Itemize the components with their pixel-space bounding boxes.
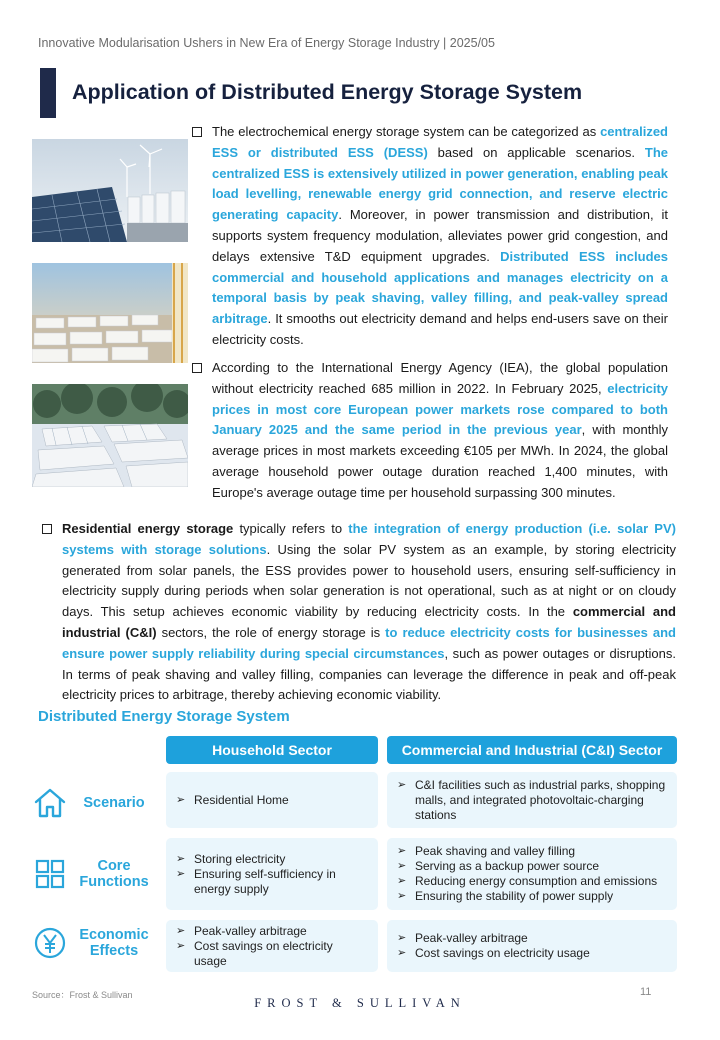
cell-ci-economic: [387, 920, 677, 972]
text: The electrochemical energy storage system can be categorized as: [212, 124, 601, 139]
list-item: ➢ Serving as a backup power source: [397, 859, 667, 874]
list-item: ➢ Peak-valley arbitrage: [176, 924, 368, 939]
list-item: ➢ Cost savings on electricity usage: [176, 939, 368, 969]
text: typically refers to: [233, 521, 349, 536]
row-label-economic-effects: Economic Effects: [32, 922, 160, 964]
list-item: ➢ Cost savings on electricity usage: [397, 946, 667, 961]
bullet-iea-electricity: [192, 358, 668, 504]
bullet-ess-categories: [192, 122, 668, 351]
cell-ci-functions: [387, 838, 677, 910]
text: . Using the solar PV system as an example, by storing electricity generated from solar panels, the ESS provides power to household users, ensuring self-sufficiency in electricity supply during periods when solar generation is not operational, such as at night or on cloudy days. This setup achieves economic viability by reducing electricity costs. In the: [62, 541, 676, 620]
bullet-square: [42, 524, 52, 534]
house-icon: [32, 785, 68, 821]
text: based on applicable scenarios.: [427, 144, 645, 160]
page-number: 11: [640, 986, 652, 998]
highlight: electricity prices in most core European power markets rose compared to both January 2025 and the same period in the previous year: [212, 380, 668, 438]
cell-household-economic: [166, 920, 378, 972]
text: , such as power outages or disruptions. In terms of peak shaving and valley filling, companies can leverage the difference in peak and off-peak electricity prices to arbitrage, thereby achieving economic viability.: [62, 645, 676, 703]
highlight: the integration of energy production (i.e. solar PV) systems with storage solutions: [62, 521, 676, 557]
text: . Moreover, in power transmission and distribution, it supports system frequency modulation, alleviates power grid congestion, and delays extensive T&D equipment upgrades.: [212, 207, 668, 264]
storage-plant-photo: [32, 263, 188, 363]
list-item: ➢ Peak-valley arbitrage: [397, 931, 667, 946]
cell-household-scenario: [166, 772, 378, 828]
column-header-household: Household Sector: [166, 736, 378, 764]
page-title: Application of Distributed Energy Storage System: [72, 80, 583, 104]
bold-text: commercial and industrial (C&I): [62, 604, 676, 640]
source-note: Source：Frost & Sullivan: [32, 990, 133, 1000]
list-item: ➢ C&I facilities such as industrial parks, shopping malls, and integrated photovoltaic-charging stations: [397, 778, 667, 823]
list-item: ➢ Ensuring self-sufficiency in energy supply: [176, 867, 368, 897]
bullet-residential-storage: [42, 519, 676, 706]
bold-text: Residential energy storage: [62, 521, 234, 536]
title-accent-bar: [40, 68, 56, 118]
list-item: ➢ Reducing energy consumption and emissions: [397, 874, 667, 889]
yen-icon: [32, 925, 68, 961]
text: According to the International Energy Agency (IEA), the global population without electricity reached 685 million in 2022. In February 2025,: [212, 360, 668, 396]
text: sectors, the role of energy storage is: [156, 624, 386, 640]
grid-icon: [32, 856, 68, 892]
column-header-ci: Commercial and Industrial (C&I) Sector: [387, 736, 677, 764]
container-yard-photo: [32, 384, 188, 487]
cell-ci-scenario: [387, 772, 677, 828]
highlight: The centralized ESS is extensively utilized in power generation, enabling peak load levelling, renewable energy grid connection, and reserve electric generating capacity: [212, 144, 668, 223]
frost-sullivan-logo: FROST & SULLIVAN: [254, 996, 466, 1010]
bullet-square: [192, 363, 202, 373]
list-item: ➢ Peak shaving and valley filling: [397, 844, 667, 859]
highlight: to reduce electricity costs for businesses and ensure power supply reliability during special circumstances: [62, 624, 676, 661]
text: , with monthly average prices in most markets exceeding €105 per MWh. In 2024, the global average household power outage duration reached 1,400 minutes, with Europe's average outage time per household surpassing 300 minutes.: [212, 422, 668, 500]
solar-wind-storage-photo: [32, 139, 188, 242]
row-label-core-functions: Core Functions: [32, 853, 160, 895]
list-item: ➢ Ensuring the stability of power supply: [397, 889, 667, 904]
table-title: Distributed Energy Storage System: [38, 708, 290, 725]
highlight: centralized ESS or distributed ESS (DESS): [212, 124, 668, 160]
highlight: Distributed ESS includes commercial and household applications and manages electricity on a temporal basis by peak shaving, valley filling, and peak-valley spread arbitrage: [212, 248, 668, 327]
text: . It smooths out electricity demand and helps end-users save on their electricity costs.: [212, 311, 668, 347]
bullet-square: [192, 127, 202, 137]
list-item: ➢ Residential Home: [176, 793, 368, 808]
running-header: Innovative Modularisation Ushers in New Era of Energy Storage Industry | 2025/05: [38, 36, 495, 50]
list-item: ➢ Storing electricity: [176, 852, 368, 867]
cell-household-functions: [166, 838, 378, 910]
row-label-scenario: Scenario: [32, 782, 160, 824]
